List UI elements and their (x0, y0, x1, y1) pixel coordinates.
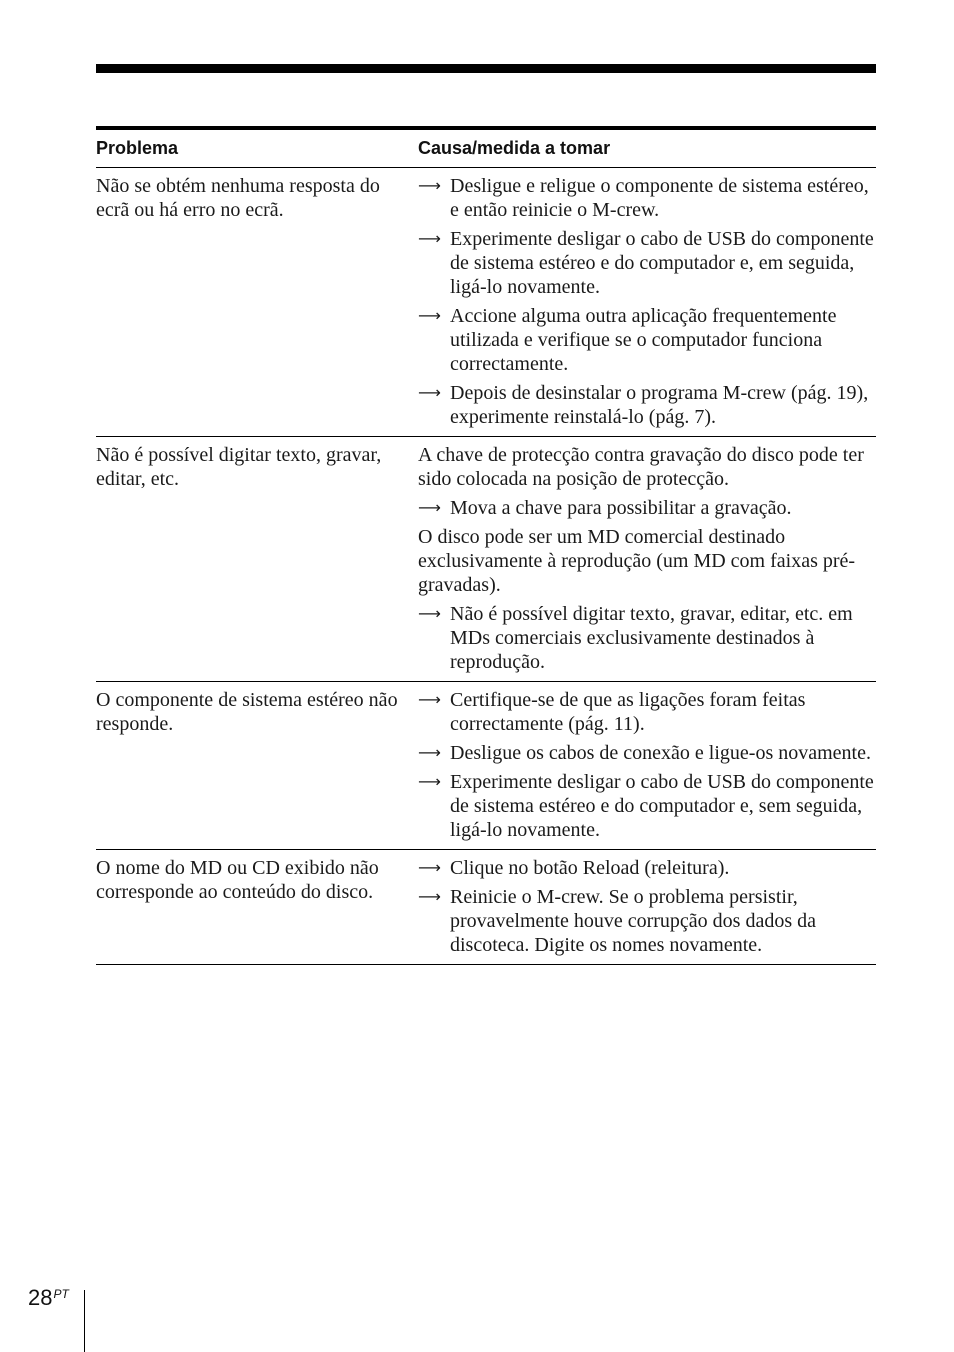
cause-action-item (418, 304, 876, 376)
cause-description: O disco pode ser um MD comercial destinado exclusivamente à reprodução (um MD com faixas pré-gravadas). (418, 526, 856, 596)
cause-action-text: Desligue os cabos de conexão e ligue-os novamente. (450, 742, 871, 764)
cause-action-text: Não é possível digitar texto, gravar, editar, etc. em MDs comerciais exclusivamente destinados à reprodução. (450, 603, 853, 673)
arrow-right-icon: ⟶ (418, 772, 441, 791)
table-row (96, 850, 876, 965)
cause-cell (418, 174, 876, 429)
cause-action-text: Depois de desinstalar o programa M-crew (pág. 19), experimente reinstalá-lo (pág. 7). (450, 382, 869, 428)
arrow-right-icon: ⟶ (418, 858, 441, 877)
arrow-right-icon: ⟶ (418, 690, 441, 709)
cause-description: A chave de protecção contra gravação do disco pode ter sido colocada na posição de protecção. (418, 444, 864, 490)
page-number-value: 28 (28, 1285, 53, 1310)
arrow-right-icon: ⟶ (418, 229, 441, 248)
cause-action-item (418, 496, 876, 520)
cause-action-text: Experimente desligar o cabo de USB do componente de sistema estéreo e do computador e, em seguida, ligá-lo novamente. (450, 228, 874, 298)
arrow-right-icon: ⟶ (418, 383, 441, 402)
cause-action-text: Mova a chave para possibilitar a gravação. (450, 497, 792, 519)
cause-action-text: Desligue e religue o componente de sistema estéreo, e então reinicie o M-crew. (450, 175, 869, 221)
cause-action-text: Experimente desligar o cabo de USB do componente de sistema estéreo e do computador e, sem seguida, ligá-lo novamente. (450, 771, 874, 841)
problem-cell: O componente de sistema estéreo não responde. (96, 689, 398, 735)
cause-action-item (418, 885, 876, 957)
header-problem: Problema (96, 138, 179, 158)
cause-action-item (418, 856, 876, 880)
cause-action-item (418, 602, 876, 674)
problem-cell: Não se obtém nenhuma resposta do ecrã ou há erro no ecrã. (96, 175, 380, 221)
problem-cell: Não é possível digitar texto, gravar, editar, etc. (96, 444, 382, 490)
cause-action-item (418, 741, 876, 765)
arrow-right-icon: ⟶ (418, 498, 441, 517)
cause-action-text: Accione alguma outra aplicação frequentemente utilizada e verifique se o computador funciona correctamente. (450, 305, 837, 375)
arrow-right-icon: ⟶ (418, 743, 441, 762)
cause-action-item (418, 688, 876, 736)
problem-cell: O nome do MD ou CD exibido não corresponde ao conteúdo do disco. (96, 857, 379, 903)
troubleshooting-table (96, 126, 876, 965)
cause-action-item (418, 381, 876, 429)
arrow-right-icon: ⟶ (418, 887, 441, 906)
table-header (96, 130, 876, 168)
arrow-right-icon: ⟶ (418, 306, 441, 325)
arrow-right-icon: ⟶ (418, 604, 441, 623)
table-row (96, 168, 876, 437)
header-cause: Causa/medida a tomar (418, 138, 611, 158)
margin-line (84, 1290, 85, 1352)
cause-cell (418, 856, 876, 957)
cause-action-text: Reinicie o M-crew. Se o problema persistir, provavelmente houve corrupção dos dados da discoteca. Digite os nomes novamente. (450, 886, 816, 956)
table-row (96, 437, 876, 682)
page-number (28, 1285, 69, 1311)
cause-action-item (418, 770, 876, 842)
arrow-right-icon: ⟶ (418, 176, 441, 195)
cause-cell (418, 443, 876, 674)
cause-action-text: Clique no botão Reload (releitura). (450, 857, 730, 879)
cause-action-text: Certifique-se de que as ligações foram feitas correctamente (pág. 11). (450, 689, 806, 735)
cause-action-item (418, 227, 876, 299)
table-row (96, 682, 876, 850)
table-body (96, 168, 876, 965)
cause-cell (418, 688, 876, 842)
top-rule (96, 64, 876, 73)
page-language-suffix: PT (53, 1287, 69, 1301)
cause-action-item (418, 174, 876, 222)
